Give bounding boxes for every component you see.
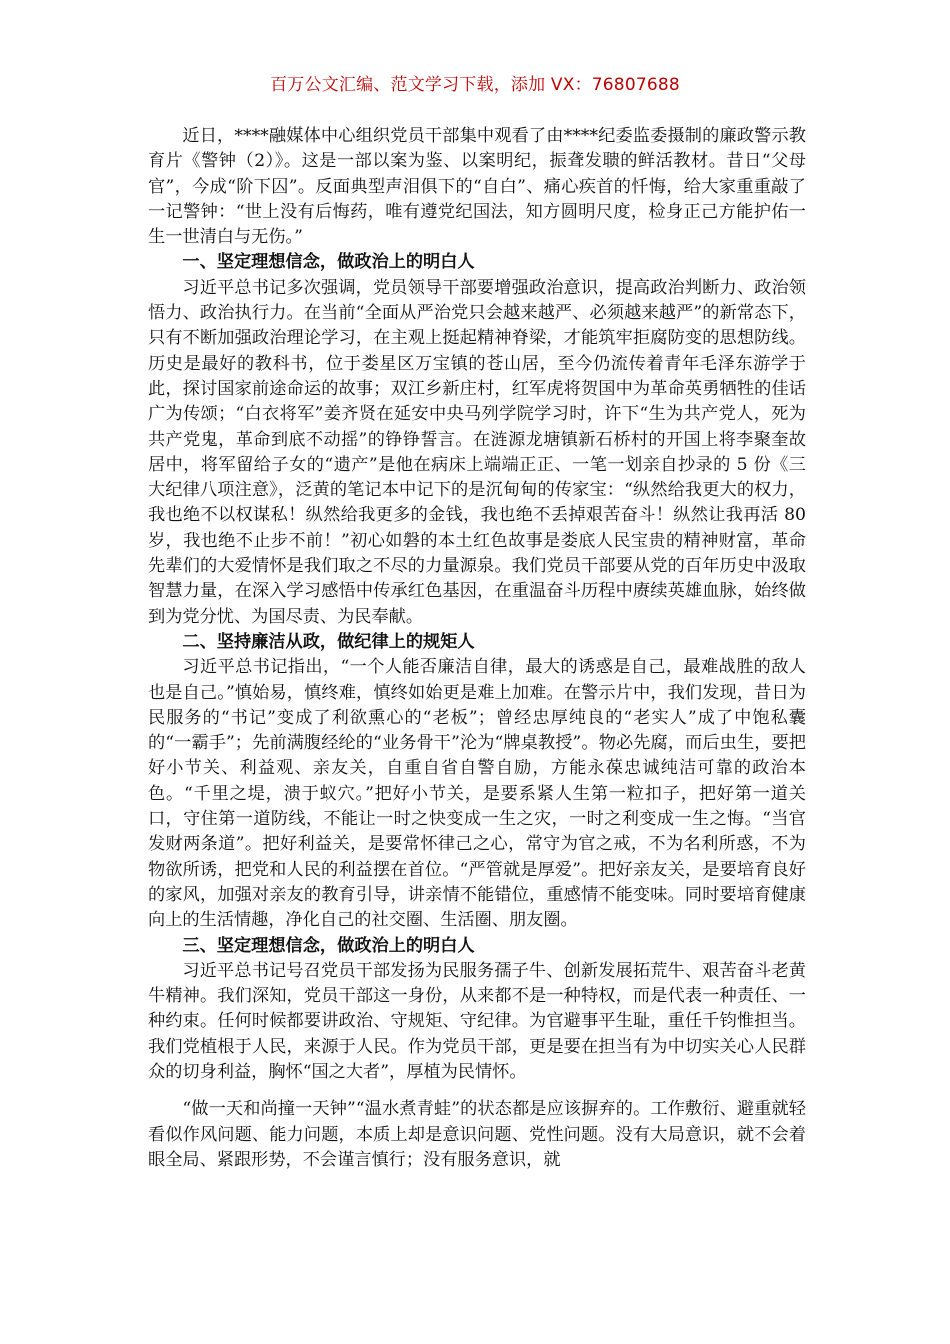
- section-heading-2: 二、坚持廉洁从政，做纪律上的规矩人: [182, 631, 475, 652]
- watermark-banner: 百万公文汇编、范文学习下载，添加 VX：76807688: [270, 75, 680, 95]
- section-3-paragraph-2: “做一天和尚撞一天钟”“温水煮青蛙”的状态都是应该摒弃的。工作敷衍、避重就轻看似作风问题、能力问题，本质上却是意识问题、党性问题。没有大局意识，就不会着眼全局、紧跟形势，不会谨言慎行；没有服务意识，就: [148, 1099, 806, 1170]
- section-heading-1: 一、坚定理想信念，做政治上的明白人: [182, 252, 475, 273]
- section-1-paragraph: 习近平总书记多次强调，党员领导干部要增强政治意识，提高政治判断力、政治领悟力、政治执行力。在当前“全面从严治党只会越来越严、必须越来越严”的新常态下，只有不断加强政治理论学习，在主观上挺起精神脊梁，才能筑牢拒腐防变的思想防线。历史是最好的教科书，位于娄星区万宝镇的苍山居，至今仍流传着青年毛泽东游学于此，探讨国家前途命运的故事；双江乡新庄村，红军虎将贺国中为革命英勇牺牲的佳话广为传颂；“白衣将军”姜齐贤在延安中央马列学院学习时，许下“生为共产党人，死为共产党鬼，革命到底不动摇”的铮铮誓言。在涟源龙塘镇新石桥村的开国上将李聚奎故居中，将军留给子女的“遗产”是他在病床上端端正正、一笔一划亲自抄录的 5 份《三大纪律八项注意》，泛黄的笔记本中记下的是沉甸甸的传家宝：“纵然给我更大的权力，我也绝不以权谋私！纵然给我更多的金钱，我也绝不丢掉艰苦奋斗！纵然让我再活 80 岁，我也绝不止步不前！”初心如磐的本土红色故事是娄底人民宝贵的精神财富，革命先辈们的大爱情怀是我们取之不尽的力量源泉。我们党员干部要从党的百年历史中汲取智慧力量，在深入学习感悟中传承红色基因，在重温奋斗历程中赓续英雄血脉，始终做到为党分忧、为国尽责、为民奉献。: [148, 277, 806, 627]
- section-heading-3: 三、坚定理想信念，做政治上的明白人: [182, 935, 475, 956]
- section-3-paragraph: 习近平总书记号召党员干部发扬为民服务孺子牛、创新发展拓荒牛、艰苦奋斗老黄牛精神。我们深知，党员干部这一身份，从来都不是一种特权，而是代表一种责任、一种约束。任何时候都要讲政治、守规矩、守纪律。为官避事平生耻，重任千钧惟担当。我们党植根于人民，来源于人民。作为党员干部，更是要在担当有为中切实关心人民群众的切身利益，胸怀“国之大者”，厚植为民情怀。: [148, 960, 806, 1082]
- intro-paragraph: 近日，****融媒体中心组织党员干部集中观看了由****纪委监委摄制的廉政警示教育片《警钟（2）》。这是一部以案为鉴、以案明纪，振聋发聩的鲜活教材。昔日“父母官”，今成“阶下囚”。反面典型声泪俱下的“自白”、痛心疾首的忏悔，给大家重重敲了一记警钟：“世上没有后悔药，唯有遵党纪国法，知方圆明尺度，检身正己方能护佑一生一世清白与无伤。”: [148, 126, 806, 248]
- section-2-paragraph: 习近平总书记指出，“一个人能否廉洁自律，最大的诱惑是自己，最难战胜的敌人也是自己。”慎始易，慎终难，慎终如始更是难上加难。在警示片中，我们发现，昔日为民服务的“书记”变成了利欲熏心的“老板”；曾经忠厚纯良的“老实人”成了中饱私囊的“一霸手”；先前满腹经纶的“业务骨干”沦为“牌桌教授”。物必先腐，而后虫生，要把好小节关、利益观、亲友关，自重自省自警自励，方能永葆忠诚纯洁可靠的政治本色。“千里之堤，溃于蚁穴。”把好小节关，是要系紧人生第一粒扣子，把好第一道关口，守住第一道防线，不能让一时之快变成一生之灾，一时之利变成一生之悔。“当官发财两条道”。把好利益关，是要常怀律己之心，常守为官之戒，不为名利所惑，不为物欲所诱，把党和人民的利益摆在首位。“严管就是厚爱”。把好亲友关，是要培育良好的家风，加强对亲友的教育引导，讲亲情不能错位，重感情不能变味。同时要培育健康向上的生活情趣，净化自己的社交圈、生活圈、朋友圈。: [148, 657, 806, 931]
- document-body: [148, 124, 806, 1173]
